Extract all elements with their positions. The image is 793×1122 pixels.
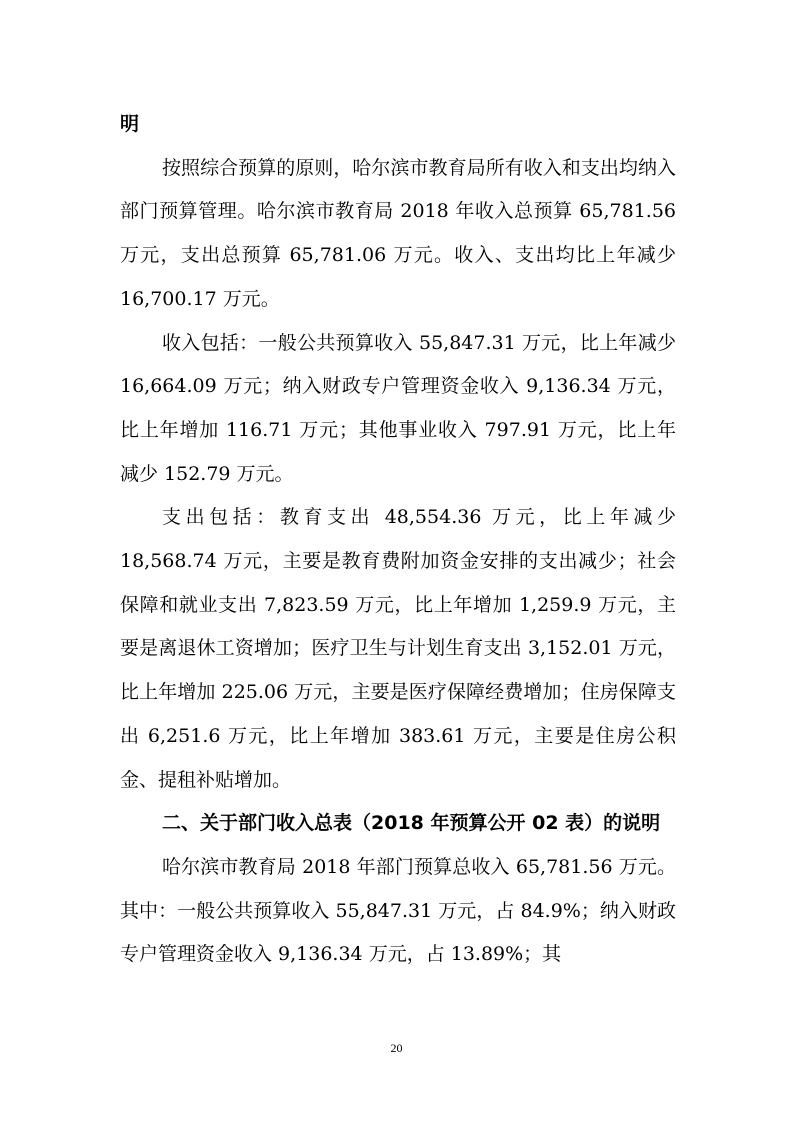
document-body — [120, 103, 676, 977]
page-number: 20 — [390, 1041, 403, 1055]
paragraph-income-breakdown: 收入包括：一般公共预算收入 55,847.31 万元，比上年减少 16,664.09 万元；纳入财政专户管理资金收入 9,136.34 万元，比上年增加 116.71 万元；其他事业收入 797.91 万元，比上年减少 152.79 万元。 — [120, 331, 676, 485]
previous-heading-fragment: 明 — [120, 113, 140, 135]
paragraph-budget-overview: 按照综合预算的原则，哈尔滨市教育局所有收入和支出均纳入部门预算管理。哈尔滨市教育局 2018 年收入总预算 65,781.56 万元，支出总预算 65,781.06 万元。收入、支出均比上年减少 16,700.17 万元。 — [120, 156, 676, 310]
paragraph-income-table-summary: 哈尔滨市教育局 2018 年部门预算总收入 65,781.56 万元。其中：一般公共预算收入 55,847.31 万元，占 84.9%；纳入财政专户管理资金收入 9,136.34 万元，占 13.89%；其 — [120, 855, 676, 966]
section-heading-income-table: 二、关于部门收入总表（2018 年预算公开 02 表）的说明 — [162, 812, 661, 835]
paragraph-expenditure-breakdown: 支出包括：教育支出 48,554.36 万元，比上年减少 18,568.74 万元，主要是教育费附加资金安排的支出减少；社会保障和就业支出 7,823.59 万元，比上年增加 1,259.9 万元，主要是离退休工资增加；医疗卫生与计划生育支出 3,152.01 万元，比上年增加 225.06 万元，主要是医疗保障经费增加；住房保障支出 6,251.6 万元，比上年增加 383.61 万元，主要是住房公积金、提租补贴增加。 — [120, 506, 676, 791]
